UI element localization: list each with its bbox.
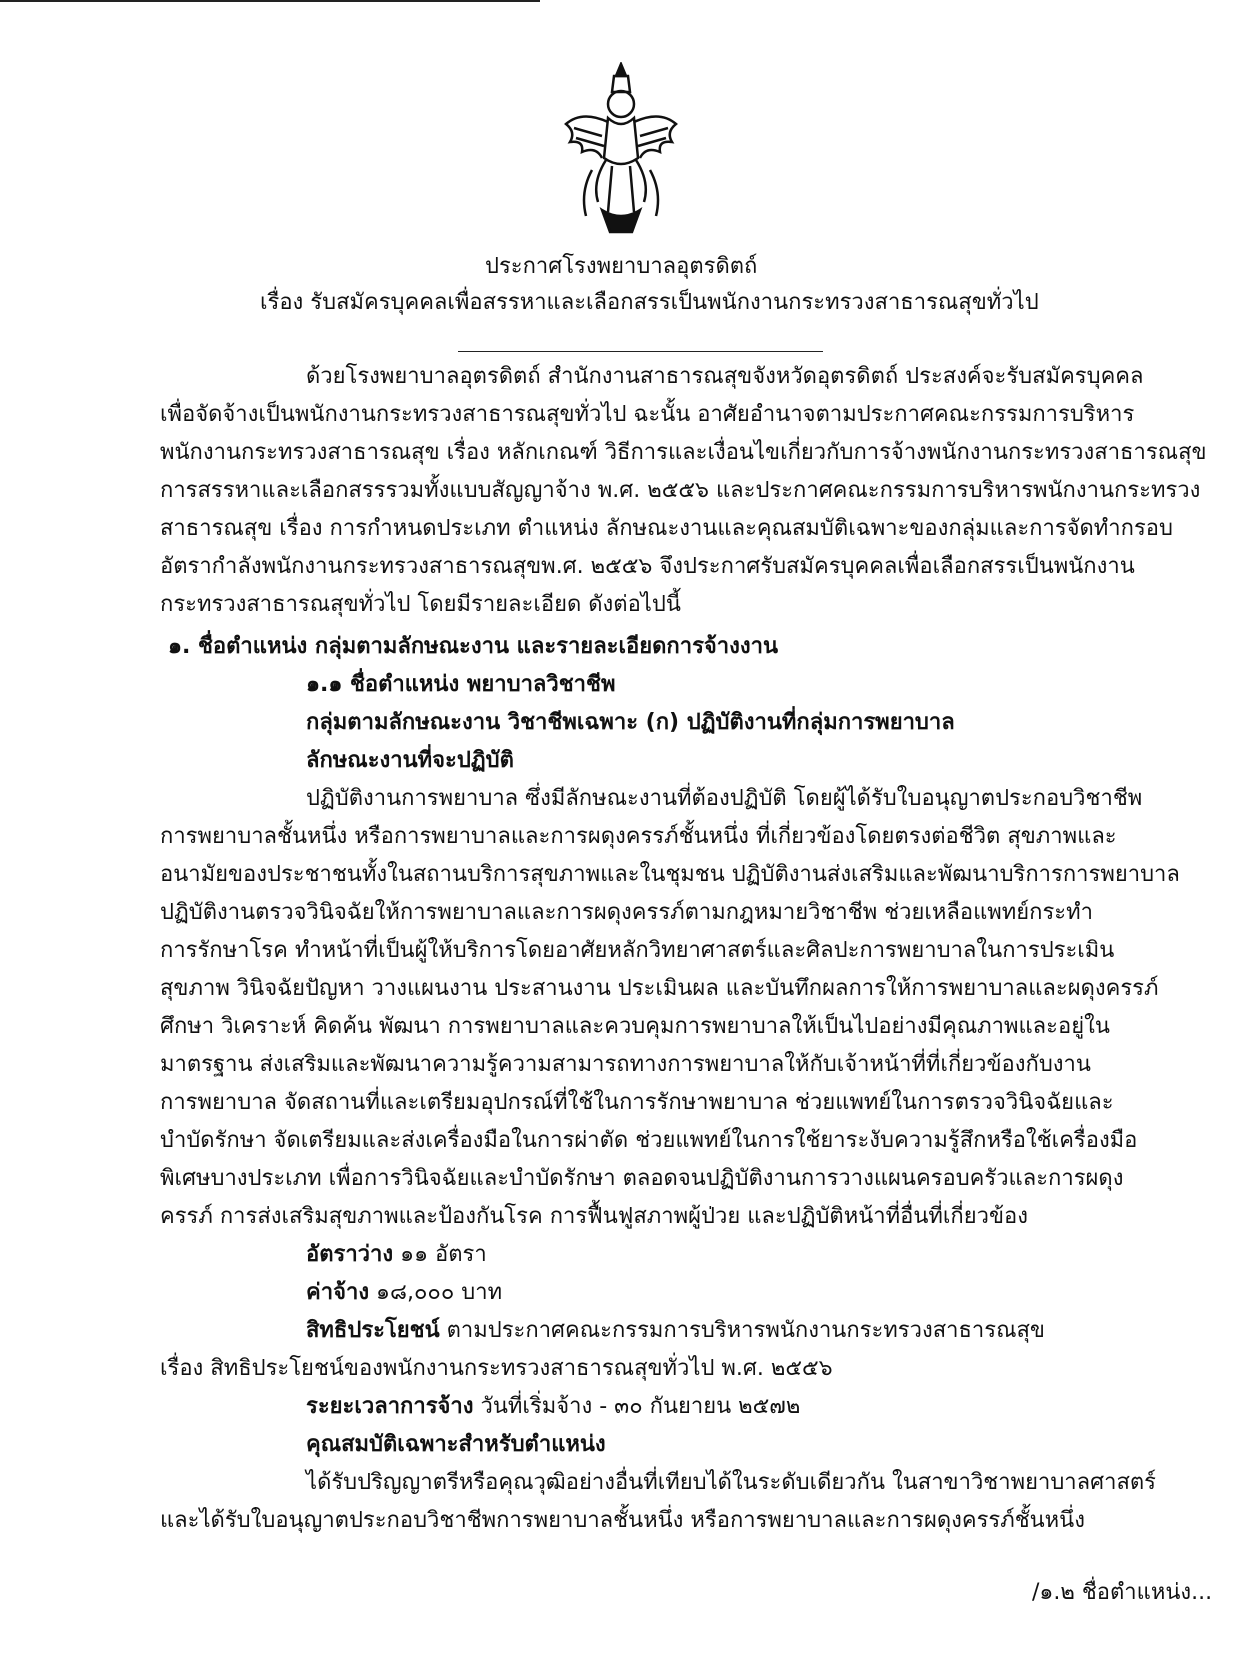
top-rule: [0, 0, 540, 2]
duties-line: การพยาบาลชั้นหนึ่ง หรือการพยาบาลและการผดุงครรภ์ชั้นหนึ่ง ที่เกี่ยวข้องโดยตรงต่อชีวิต สุขภาพและ: [160, 824, 1117, 849]
announcement-title: ประกาศโรงพยาบาลอุตรดิตถ์: [485, 254, 758, 279]
vacancy-row: [306, 1240, 487, 1270]
intro-line: เพื่อจัดจ้างเป็นพนักงานกระทรวงสาธารณสุขทั่วไป ฉะนั้น อาศัยอำนาจตามประกาศคณะกรรมการบริหาร: [160, 402, 1135, 427]
page-continuation: /๑.๒ ชื่อตำแหน่ง...: [1032, 1580, 1213, 1605]
duties-line: ครรภ์ การส่งเสริมสุขภาพและป้องกันโรค การฟื้นฟูสภาพผู้ป่วย และปฏิบัติหน้าที่อื่นที่เกี่ยวข้อง: [160, 1204, 1028, 1229]
duties-line: อนามัยของประชาชนทั้งในสถานบริการสุขภาพและในชุมชน ปฏิบัติงานส่งเสริมและพัฒนาบริการการพยาบาล: [160, 862, 1180, 887]
intro-line: สาธารณสุข เรื่อง การกำหนดประเภท ตำแหน่ง ลักษณะงานและคุณสมบัติเฉพาะของกลุ่มและการจัดทำกรอบ: [160, 516, 1173, 541]
duties-line: บำบัดรักษา จัดเตรียมและส่งเครื่องมือในการผ่าตัด ช่วยแพทย์ในการใช้ยาระงับความรู้สึกหรือใช้เครื่องมือ: [160, 1128, 1138, 1153]
vacancy-label: อัตราว่าง: [306, 1242, 394, 1267]
qualifications-line: ได้รับปริญญาตรีหรือคุณวุฒิอย่างอื่นที่เทียบได้ในระดับเดียวกัน ในสาขาวิชาพยาบาลศาสตร์: [306, 1470, 1156, 1495]
term-label: ระยะเวลาการจ้าง: [306, 1394, 474, 1419]
vacancy-value: ๑๑ อัตรา: [393, 1242, 487, 1267]
wage-row: [306, 1278, 502, 1308]
announcement-subject: เรื่อง รับสมัครบุคคลเพื่อสรรหาและเลือกสรรเป็นพนักงานกระทรวงสาธารณสุขทั่วไป: [260, 290, 1039, 315]
duties-line: ปฏิบัติงานการพยาบาล ซึ่งมีลักษณะงานที่ต้องปฏิบัติ โดยผู้ได้รับใบอนุญาตประกอบวิชาชีพ: [306, 786, 1143, 811]
duties-line: การรักษาโรค ทำหน้าที่เป็นผู้ให้บริการโดยอาศัยหลักวิทยาศาสตร์และศิลปะการพยาบาลในการประเมิน: [160, 938, 1115, 963]
duties-line: สุขภาพ วินิจฉัยปัญหา วางแผนงาน ประสานงาน ประเมินผล และบันทึกผลการให้การพยาบาลและผดุงครรภ์: [160, 976, 1159, 1001]
intro-line: อัตรากำลังพนักงานกระทรวงสาธารณสุขพ.ศ. ๒๕๕๖ จึงประกาศรับสมัครบุคคลเพื่อเลือกสรรเป็นพนักงาน: [160, 554, 1135, 579]
qualifications-line: และได้รับใบอนุญาตประกอบวิชาชีพการพยาบาลชั้นหนึ่ง หรือการพยาบาลและการผดุงครรภ์ชั้นหนึ่ง: [160, 1508, 1085, 1533]
duties-line: มาตรฐาน ส่งเสริมและพัฒนาความรู้ความสามารถทางการพยาบาลให้กับเจ้าหน้าที่ที่เกี่ยวข้องกับงาน: [160, 1052, 1091, 1077]
wage-value: ๑๘,๐๐๐ บาท: [369, 1280, 503, 1305]
term-value: วันที่เริ่มจ้าง - ๓๐ กันยายน ๒๕๗๒: [473, 1394, 801, 1419]
intro-line: พนักงานกระทรวงสาธารณสุข เรื่อง หลักเกณฑ์ วิธีการและเงื่อนไขเกี่ยวกับการจ้างพนักงานกระทรวงสาธารณสุข: [160, 440, 1207, 465]
section-heading: ๑. ชื่อตำแหน่ง กลุ่มตามลักษณะงาน และรายละเอียดการจ้างงาน: [168, 634, 779, 659]
garuda-emblem: [562, 62, 680, 234]
duties-heading: ลักษณะงานที่จะปฏิบัติ: [306, 748, 514, 773]
qualifications-heading: คุณสมบัติเฉพาะสำหรับตำแหน่ง: [306, 1432, 606, 1457]
wage-label: ค่าจ้าง: [306, 1280, 370, 1305]
intro-line: ด้วยโรงพยาบาลอุตรดิตถ์ สำนักงานสาธารณสุขจังหวัดอุตรดิตถ์ ประสงค์จะรับสมัครบุคคล: [306, 364, 1144, 389]
benefits-value: ตามประกาศคณะกรรมการบริหารพนักงานกระทรวงสาธารณสุข: [439, 1318, 1045, 1343]
duties-line: พิเศษบางประเภท เพื่อการวินิจฉัยและบำบัดรักษา ตลอดจนปฏิบัติงานการวางแผนครอบครัวและการผดุง: [160, 1166, 1124, 1191]
intro-line: กระทรวงสาธารณสุขทั่วไป โดยมีรายละเอียด ดังต่อไปนี้: [160, 592, 681, 617]
term-row: [306, 1392, 800, 1422]
duties-line: ปฏิบัติงานตรวจวินิจฉัยให้การพยาบาลและการผดุงครรภ์ตามกฎหมายวิชาชีพ ช่วยเหลือแพทย์กระทำ: [160, 900, 1093, 925]
duties-line: การพยาบาล จัดสถานที่และเตรียมอุปกรณ์ที่ใช้ในการรักษาพยาบาล ช่วยแพทย์ในการตรวจวินิจฉัยและ: [160, 1090, 1114, 1115]
position-name: ๑.๑ ชื่อตำแหน่ง พยาบาลวิชาชีพ: [306, 672, 616, 697]
job-group: กลุ่มตามลักษณะงาน วิชาชีพเฉพาะ (ก) ปฏิบัติงานที่กลุ่มการพยาบาล: [306, 710, 955, 735]
duties-line: ศึกษา วิเคราะห์ คิดค้น พัฒนา การพยาบาลและควบคุมการพยาบาลให้เป็นไปอย่างมีคุณภาพและอยู่ใน: [160, 1014, 1110, 1039]
intro-line: การสรรหาและเลือกสรรรวมทั้งแบบสัญญาจ้าง พ.ศ. ๒๕๕๖ และประกาศคณะกรรมการบริหารพนักงานกระทรวง: [160, 478, 1201, 503]
benefits-row: [306, 1316, 1045, 1346]
benefits-label: สิทธิประโยชน์: [306, 1318, 440, 1343]
benefits-line: เรื่อง สิทธิประโยชน์ของพนักงานกระทรวงสาธารณสุขทั่วไป พ.ศ. ๒๕๕๖: [160, 1356, 833, 1381]
title-divider: [458, 351, 823, 352]
